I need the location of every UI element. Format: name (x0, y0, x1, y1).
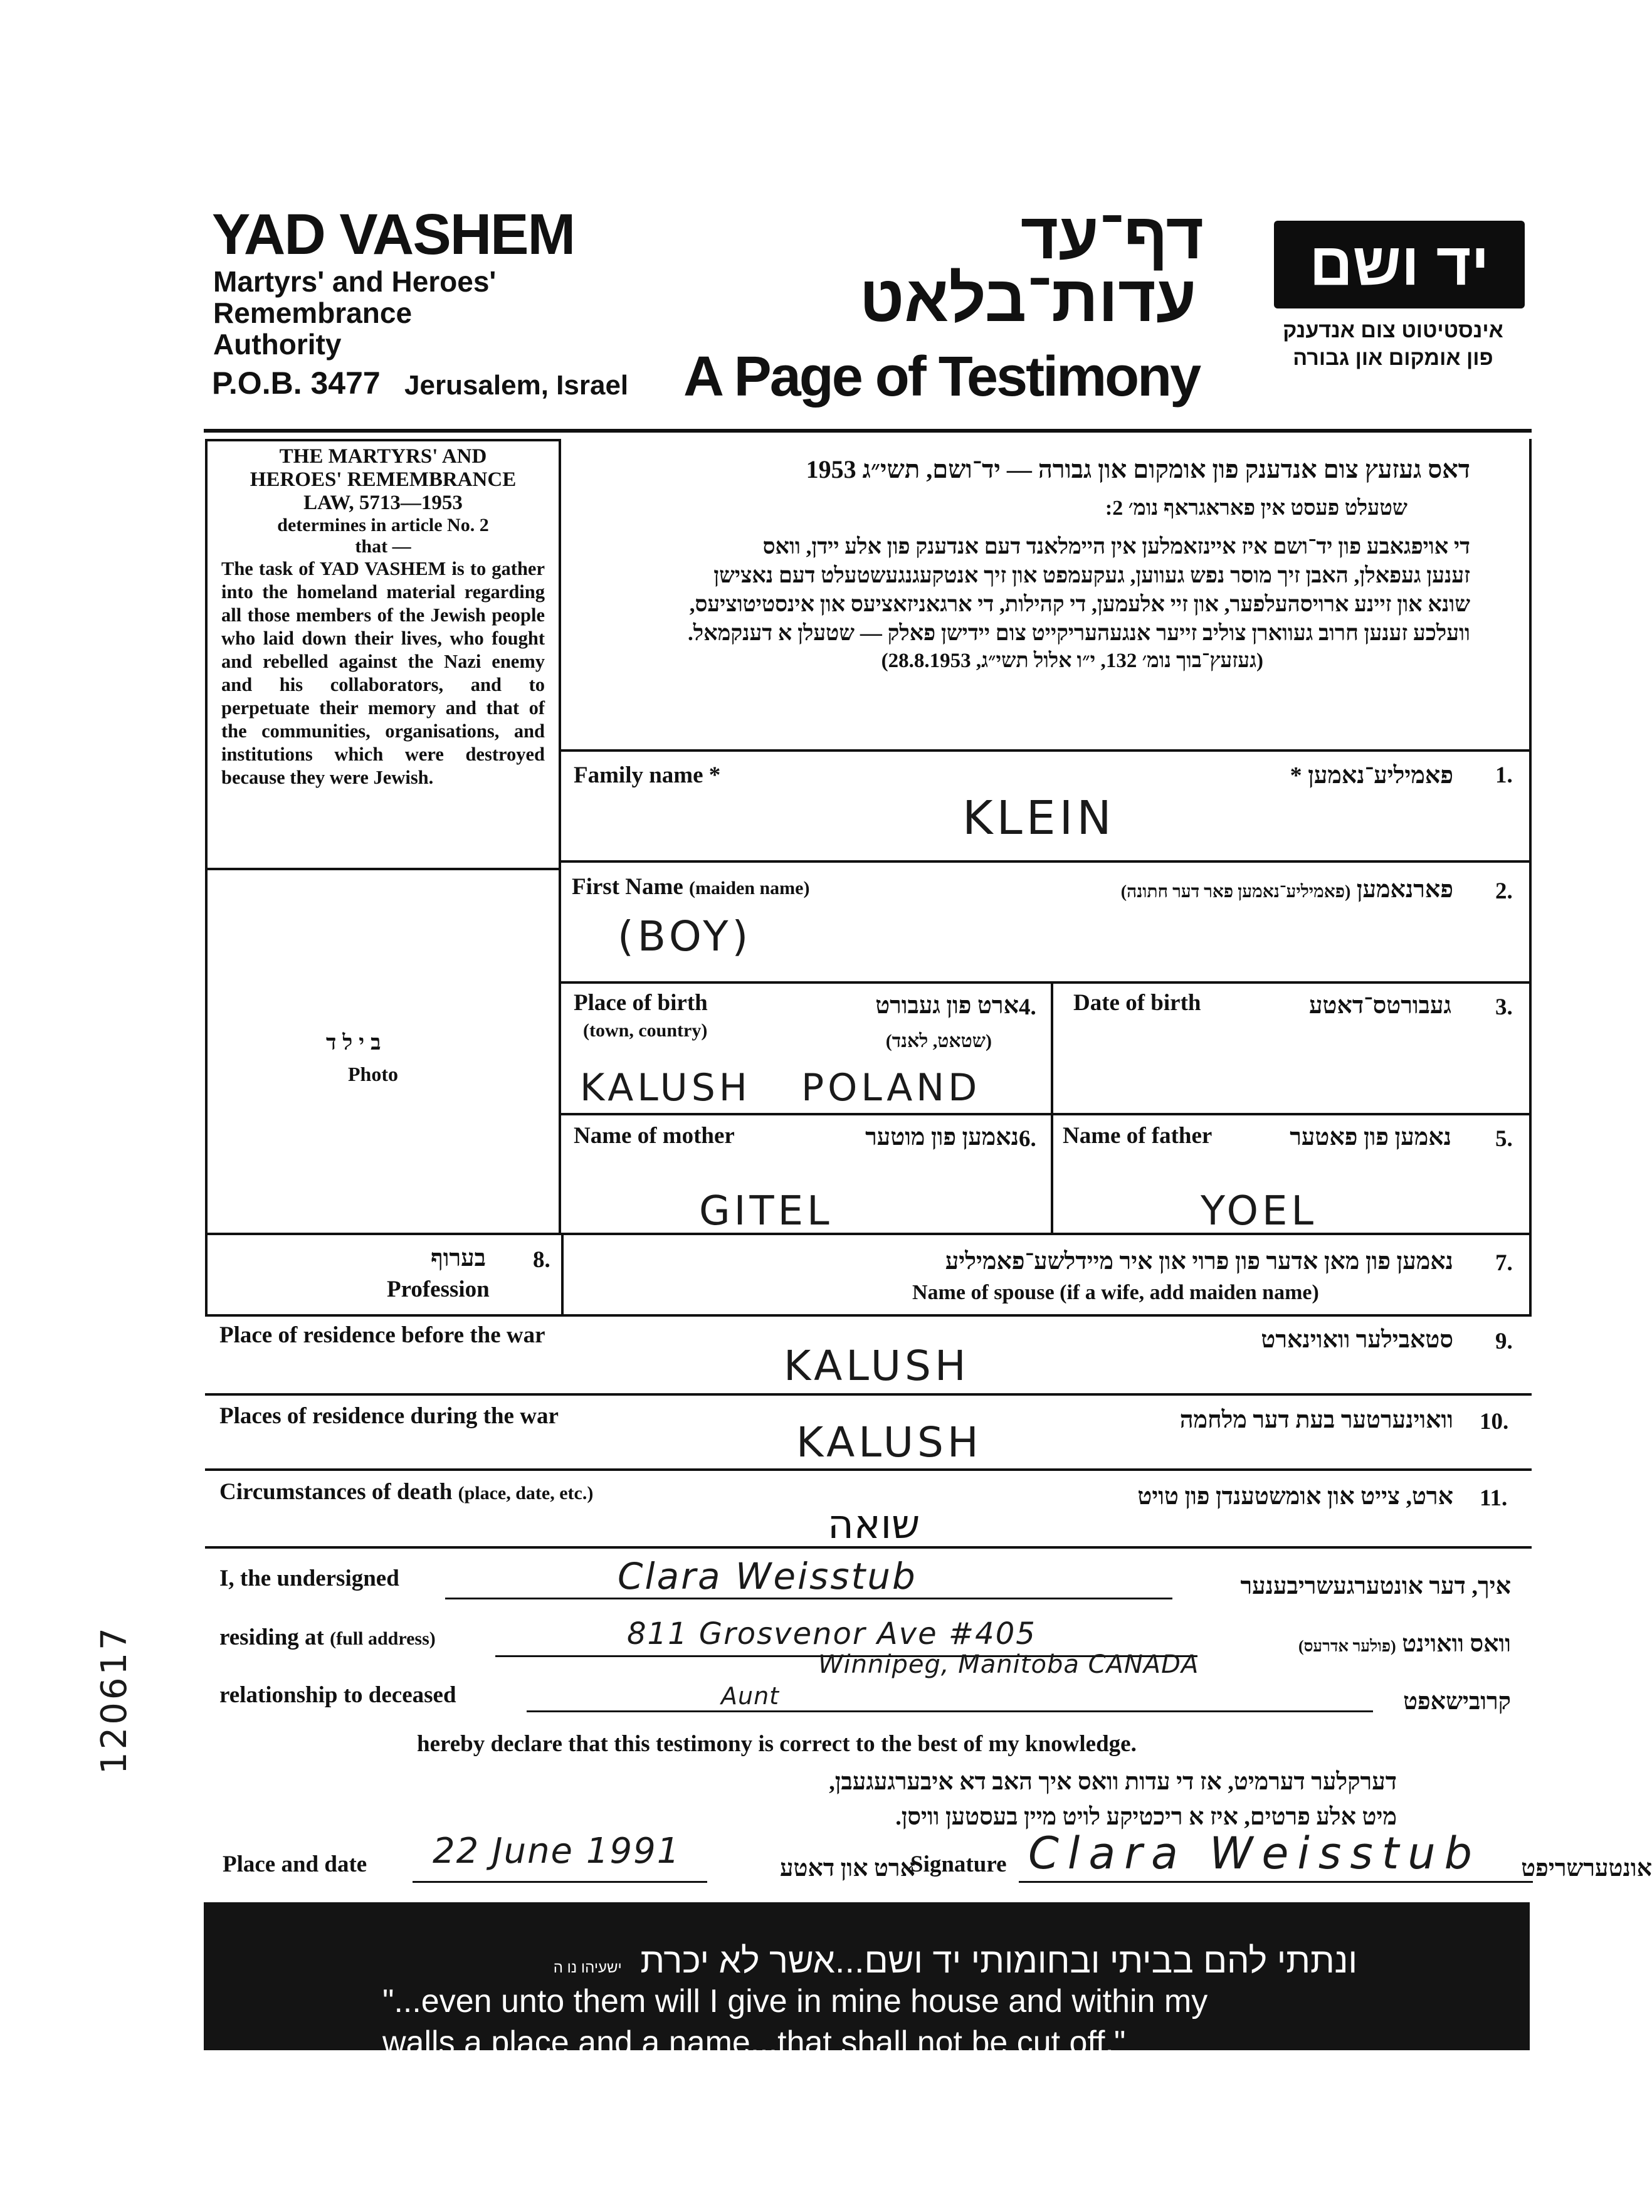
father-value[interactable]: YOEL (1201, 1188, 1318, 1235)
family-name-label-yi: פאמיליע־נאמען * (1290, 762, 1453, 789)
residence-before-num: 9. (1495, 1329, 1513, 1354)
place-date-line (413, 1881, 707, 1883)
declare-yi-1: דערקלער דערמיט, אז די עדות וואס איך האב דא איבערגעגעבן, (829, 1769, 1397, 1795)
row1-top (559, 749, 1532, 752)
footer-verse-yi (392, 1940, 1357, 1981)
date-of-birth-label: Date of birth (1073, 990, 1201, 1016)
residing-yi-text: וואס וואוינט (1402, 1631, 1511, 1657)
right-border (1529, 439, 1532, 1235)
place-date-label: Place and date (223, 1851, 367, 1877)
row8-top (205, 1468, 1532, 1471)
footer-verse-en-2: walls a place and a name...that shall not be cut off." (382, 2025, 1126, 2061)
yiddish-title-1: דף־עד (1020, 200, 1204, 273)
row6-top (205, 1314, 1532, 1317)
english-title: A Page of Testimony (683, 345, 1200, 408)
death-num: 11. (1480, 1485, 1508, 1511)
undersigned-label-yi: איך, דער אונטערגעשריבענער (1240, 1573, 1511, 1599)
row7-top (205, 1393, 1532, 1396)
first-name-value[interactable]: (BOY) (618, 912, 752, 961)
first-name-label-text: First Name (572, 874, 683, 900)
residence-during-num: 10. (1480, 1409, 1509, 1435)
footer-verse-ref: ישעיהו נו ה (553, 1959, 622, 1976)
mother-value[interactable]: GITEL (699, 1188, 833, 1235)
place-of-birth-label-yi: ארט פון געבורט (875, 993, 1019, 1019)
death-value[interactable]: שואה (828, 1502, 920, 1548)
relationship-line (527, 1710, 1373, 1712)
undersigned-value[interactable]: Clara Weisstub (618, 1555, 917, 1598)
residing-value-2[interactable]: Winnipeg, Manitoba CANADA (818, 1650, 1199, 1679)
row5-top (205, 1233, 1532, 1235)
father-num: 5. (1495, 1126, 1513, 1152)
law-line-5: that — (355, 536, 411, 557)
relationship-label-yi: קרובישאפט (1403, 1688, 1511, 1715)
org-sub2: Remembrance (213, 297, 413, 329)
law-heading-3: LAW, 5713—1953 (303, 492, 463, 514)
place-date-value[interactable]: 22 June 1991 (433, 1831, 681, 1872)
relationship-value[interactable]: Aunt (721, 1682, 780, 1710)
declare-yi-2: מיט אלע פרטים, איז א ריכטיקע לויט מיין בעסטען וויסן. (895, 1804, 1397, 1830)
law-heading-2: HEROES' REMEMBRANCE (250, 468, 517, 491)
yiddish-law-3: די אויפגאבע פון יד־ושם איז איינזאמלען אין היימלאנד דעם אנדענק פון אלע יידן, וואס (762, 534, 1470, 559)
place-of-birth-country[interactable]: POLAND (801, 1066, 981, 1110)
undersigned-line (445, 1598, 1172, 1599)
row5-right (1529, 1233, 1532, 1315)
yiddish-law-1: דאס געזעץ צום אנדענק פון אומקום און גבורה — יד־ושם, תשי״ג 1953 (806, 455, 1470, 483)
prof-divider (561, 1233, 564, 1315)
birth-divider (1051, 981, 1053, 1235)
profession-label: Profession (387, 1277, 490, 1302)
undersigned-label: I, the undersigned (219, 1566, 399, 1591)
first-name-note: (maiden name) (689, 878, 810, 898)
death-note: (place, date, etc.) (458, 1483, 594, 1504)
row3-top (559, 981, 1532, 984)
family-name-num: 1. (1495, 762, 1513, 788)
residence-before-value[interactable]: KALUSH (784, 1342, 970, 1390)
residing-yi-note: (פולער אדרעס) (1298, 1637, 1396, 1655)
mother-label: Name of mother (574, 1123, 735, 1149)
law-heading-1: THE MARTYRS' AND (279, 445, 487, 468)
row2-top (559, 860, 1532, 863)
spouse-label: Name of spouse (if a wife, add maiden name) (912, 1281, 1319, 1304)
place-date-label-yi: ארט און דאטע (780, 1855, 915, 1882)
residing-value[interactable]: 811 Grosvenor Ave #405 (627, 1616, 1036, 1651)
footer-verse-yi-text: ונתתי להם בביתי ובחומותי יד ושם...אשר לא יכרת (640, 1941, 1357, 1980)
signature-value[interactable]: Clara Weisstub (1028, 1828, 1481, 1879)
signature-label: Signature (910, 1851, 1007, 1877)
father-label: Name of father (1063, 1123, 1213, 1149)
date-of-birth-label-yi: געבורטס־דאטע (1309, 993, 1451, 1019)
profession-num: 8. (533, 1247, 550, 1273)
signature-line (1019, 1881, 1533, 1883)
yiddish-law-5: שונא און זיינע ארויסהעלפער, און זיי אלעמען, די קהילות, די ארגאניזאציעס און אינסטיטוציעס, (689, 592, 1470, 616)
mother-label-yi: נאמען פון מוטער (865, 1124, 1019, 1151)
footer-verse-en-1: "...even unto them will I give in mine house and within my (382, 1983, 1208, 2020)
first-name-num: 2. (1495, 878, 1513, 904)
yiddish-law-block (567, 455, 1470, 673)
residing-label (219, 1624, 436, 1651)
logo-text: יד ושם (1309, 231, 1490, 298)
place-of-birth-note: (town, country) (583, 1020, 708, 1041)
yiddish-law-2: שטעלט פעסט אין פאראגראף נומ׳ 2: (1105, 497, 1407, 520)
photo-hebrew: בילד (326, 1031, 387, 1055)
residence-during-label: Places of residence during the war (219, 1403, 559, 1429)
main-divider (559, 439, 561, 1235)
law-line-4: determines in article No. 2 (277, 515, 489, 535)
institute-line-2: פון אומקום און גבורה (1293, 346, 1493, 370)
footer-banner (204, 1902, 1530, 2061)
residence-during-label-yi: וואוינערטער בעת דער מלחמה (1179, 1407, 1453, 1433)
mother-num: 6. (1019, 1126, 1036, 1152)
yiddish-law-7: (געזעץ־בוך נומ׳ 132, י״ו אלול תשי״ג, 28.8.1953) (881, 650, 1263, 672)
declare-en: hereby declare that this testimony is correct to the best of my knowledge. (417, 1731, 1137, 1757)
yiddish-law-4: זענען געפאלן, האבן זיך מוסר נפש געווען, געקעמפט און זיך אנטקעגנגעשטעלט דעם נאצישן (713, 563, 1470, 587)
place-of-birth-label: Place of birth (574, 990, 708, 1016)
relationship-label: relationship to deceased (219, 1682, 456, 1708)
family-name-label: Family name * (574, 762, 721, 788)
place-of-birth-yi-note: (שטאט, לאנד) (885, 1031, 992, 1051)
profession-label-yi: בערוף (431, 1245, 486, 1272)
death-label-text: Circumstances of death (219, 1479, 453, 1505)
residing-label-text: residing at (219, 1625, 324, 1650)
first-name-label-yi (1121, 876, 1453, 903)
address-pob: P.O.B. 3477 (212, 366, 381, 401)
law-box (205, 439, 561, 870)
death-label (219, 1478, 593, 1505)
residence-before-label: Place of residence before the war (219, 1322, 545, 1348)
margin-note: 120617 (94, 1625, 135, 1774)
signature-label-yi: אונטערשריפט (1521, 1855, 1652, 1882)
photo-english: Photo (348, 1063, 398, 1085)
row4-top (559, 1113, 1532, 1115)
org-sub3: Authority (213, 328, 342, 361)
institute-line-1: אינסטיטוט צום אנדענק (1283, 319, 1503, 342)
residence-before-label-yi: סטאבילער וואוינארט (1261, 1327, 1453, 1353)
spouse-num: 7. (1495, 1250, 1513, 1276)
date-of-birth-num: 3. (1495, 994, 1513, 1020)
family-name-value[interactable]: KLEIN (962, 791, 1115, 845)
top-rule (204, 429, 1532, 433)
law-body: The task of YAD VASHEM is to gather into the homeland material regarding all those members of the Jewish people who laid down their lives, who fought and rebelled against the Nazi enemy and his collaborators, and to perpetuate their memory and that of the communities, organisations, and institutions which were destroyed because they were Jewish. (221, 558, 545, 788)
spouse-label-yi: נאמען פון מאן אדער פון פרוי און איר מיידלשע־פאמיליע (945, 1248, 1453, 1275)
residing-note: (full address) (330, 1628, 436, 1649)
org-sub1: Martyrs' and Heroes' (213, 265, 497, 298)
yiddish-title-2: עדות־בלאט (859, 263, 1196, 335)
org-name: YAD VASHEM (212, 203, 575, 266)
first-name-yi-text: פארנאמען (1356, 877, 1453, 903)
father-label-yi: נאמען פון פאטער (1290, 1124, 1451, 1151)
death-label-yi: ארט, צייט און אומשטענדן פון טויט (1137, 1483, 1453, 1510)
first-name-yi-note: (פאמיליע־נאמען פאר דער חתונה) (1120, 882, 1351, 902)
residing-label-yi (1298, 1630, 1511, 1658)
residence-during-value[interactable]: KALUSH (796, 1418, 982, 1467)
place-of-birth-town[interactable]: KALUSH (580, 1066, 751, 1110)
photo-left (205, 865, 208, 1235)
place-of-birth-num: 4. (1019, 994, 1036, 1020)
yiddish-law-6: וועלכע זענען חרוב געווארן צוליב זייער אנגעהעריקייט צום יידישן פאלק — שטעלן א דענקמאל. (688, 621, 1470, 645)
row5-left (205, 1233, 208, 1315)
first-name-label (572, 873, 809, 900)
address-city: Jerusalem, Israel (404, 370, 629, 401)
yad-vashem-logo (1274, 221, 1525, 308)
